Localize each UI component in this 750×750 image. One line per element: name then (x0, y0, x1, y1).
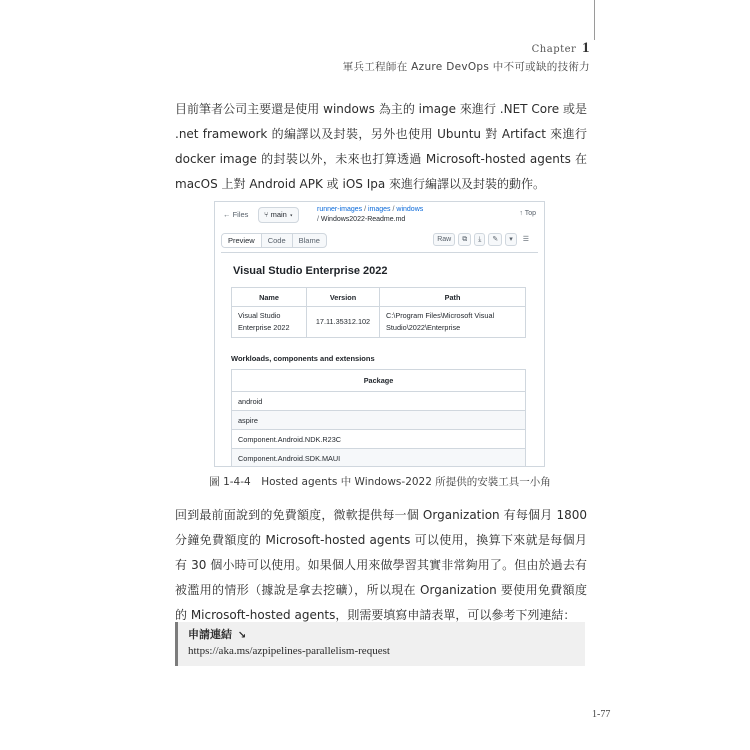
link-title-line (188, 627, 585, 644)
breadcrumb-windows-link[interactable]: windows (396, 206, 424, 213)
table-row (232, 449, 526, 468)
vs-cell-version: 17.11.35312.102 (307, 307, 380, 338)
branch-selector[interactable] (258, 207, 299, 223)
files-back-button[interactable]: ← Files (223, 210, 249, 219)
table-row (232, 411, 526, 430)
body-paragraph-2: 回到最前面說到的免費額度，微軟提供每一個 Organization 有每個月 1800 分鐘免費額度的 Microsoft-hosted agents 可以使用，換算下來就是每個月有 30 個小時可以使用。如果個人用來做學習其實非常夠用了。但由於過去有被濫用的情形（據說是拿去挖礦），所以現在 Organization 要使用免費額度的 Microsoft-hosted agents，則需要填寫申請表單，可以參考下列連結： (175, 508, 587, 622)
copy-icon[interactable]: ⧉ (458, 233, 471, 246)
edit-icon[interactable]: ✎ (488, 233, 502, 246)
table-row (232, 430, 526, 449)
page-divider-rule (594, 0, 595, 40)
link-callout (175, 622, 585, 666)
github-readme-screenshot (214, 201, 545, 467)
chevron-down-icon: ▾ (288, 210, 294, 219)
raw-button[interactable]: Raw (433, 233, 455, 246)
vs-heading: Visual Studio Enterprise 2022 (233, 265, 388, 277)
vs-header-name: Name (232, 288, 307, 307)
file-toolbar (221, 230, 538, 253)
chapter-header (343, 40, 590, 74)
file-header-bar (215, 202, 544, 230)
breadcrumb-repo-link[interactable]: runner-images (317, 206, 363, 213)
package-cell: Component.Android.SDK.MAUI (232, 449, 526, 468)
vs-cell-path: C:\Program Files\Microsoft Visual Studio\2022\Enterprise (380, 307, 526, 338)
package-cell: android (232, 392, 526, 411)
chapter-number: 1 (582, 40, 590, 56)
link-title: 申請連結 (188, 628, 232, 641)
workloads-heading: Workloads, components and extensions (231, 354, 375, 363)
branch-icon: ⑂ (264, 210, 269, 219)
package-header: Package (232, 370, 526, 392)
chapter-label-line (343, 40, 590, 57)
application-link[interactable]: https://aka.ms/azpipelines-parallelism-request (188, 645, 390, 657)
vs-header-path: Path (380, 288, 526, 307)
branch-name: main (270, 210, 287, 219)
arrow-down-right-icon: ↘ (237, 630, 247, 641)
package-table (231, 369, 526, 467)
package-cell: Component.Android.NDK.R23C (232, 430, 526, 449)
view-tabs (221, 233, 327, 248)
page-number: 1-77 (592, 709, 611, 720)
outline-list-icon[interactable]: ☰ (522, 236, 529, 243)
vs-header-version: Version (307, 288, 380, 307)
table-row (232, 392, 526, 411)
file-actions (433, 233, 532, 246)
breadcrumb: runner-images / images / windows / Windows2022-Readme.md (317, 206, 424, 223)
readme-content (215, 265, 544, 467)
package-cell: aspire (232, 411, 526, 430)
tab-code[interactable]: Code (262, 234, 293, 247)
top-button[interactable]: ↑ Top (519, 210, 536, 217)
more-options-chevron-icon[interactable]: ▾ (505, 233, 517, 246)
chapter-title: 軍兵工程師在 Azure DevOps 中不可或缺的技術力 (342, 61, 590, 73)
tab-blame[interactable]: Blame (298, 236, 320, 245)
breadcrumb-images-link[interactable]: images (367, 206, 391, 213)
table-row (232, 307, 526, 338)
chapter-label: Chapter (531, 44, 577, 55)
breadcrumb-file-name: Windows2022-Readme.md (320, 216, 406, 223)
body-paragraph-1: 目前筆者公司主要還是使用 windows 為主的 image 來進行 .NET Core 或是 .net framework 的編譯以及封裝，另外也使用 Ubuntu 對 Artifact 來進行 docker image 的封裝以外，未來也打算透過 Microsoft-hosted agents 在 macOS 上對 Android APK 或 iOS Ipa 來進行編譯以及封裝的動作。 (175, 102, 587, 191)
vs-table (231, 287, 526, 338)
download-icon[interactable]: ⤓ (474, 233, 485, 246)
tab-preview[interactable]: Preview (222, 234, 262, 247)
figure-caption: 圖 1-4-4 Hosted agents 中 Windows-2022 所提供的安裝工具一小角 (209, 476, 551, 488)
vs-cell-name: Visual Studio Enterprise 2022 (232, 307, 307, 338)
